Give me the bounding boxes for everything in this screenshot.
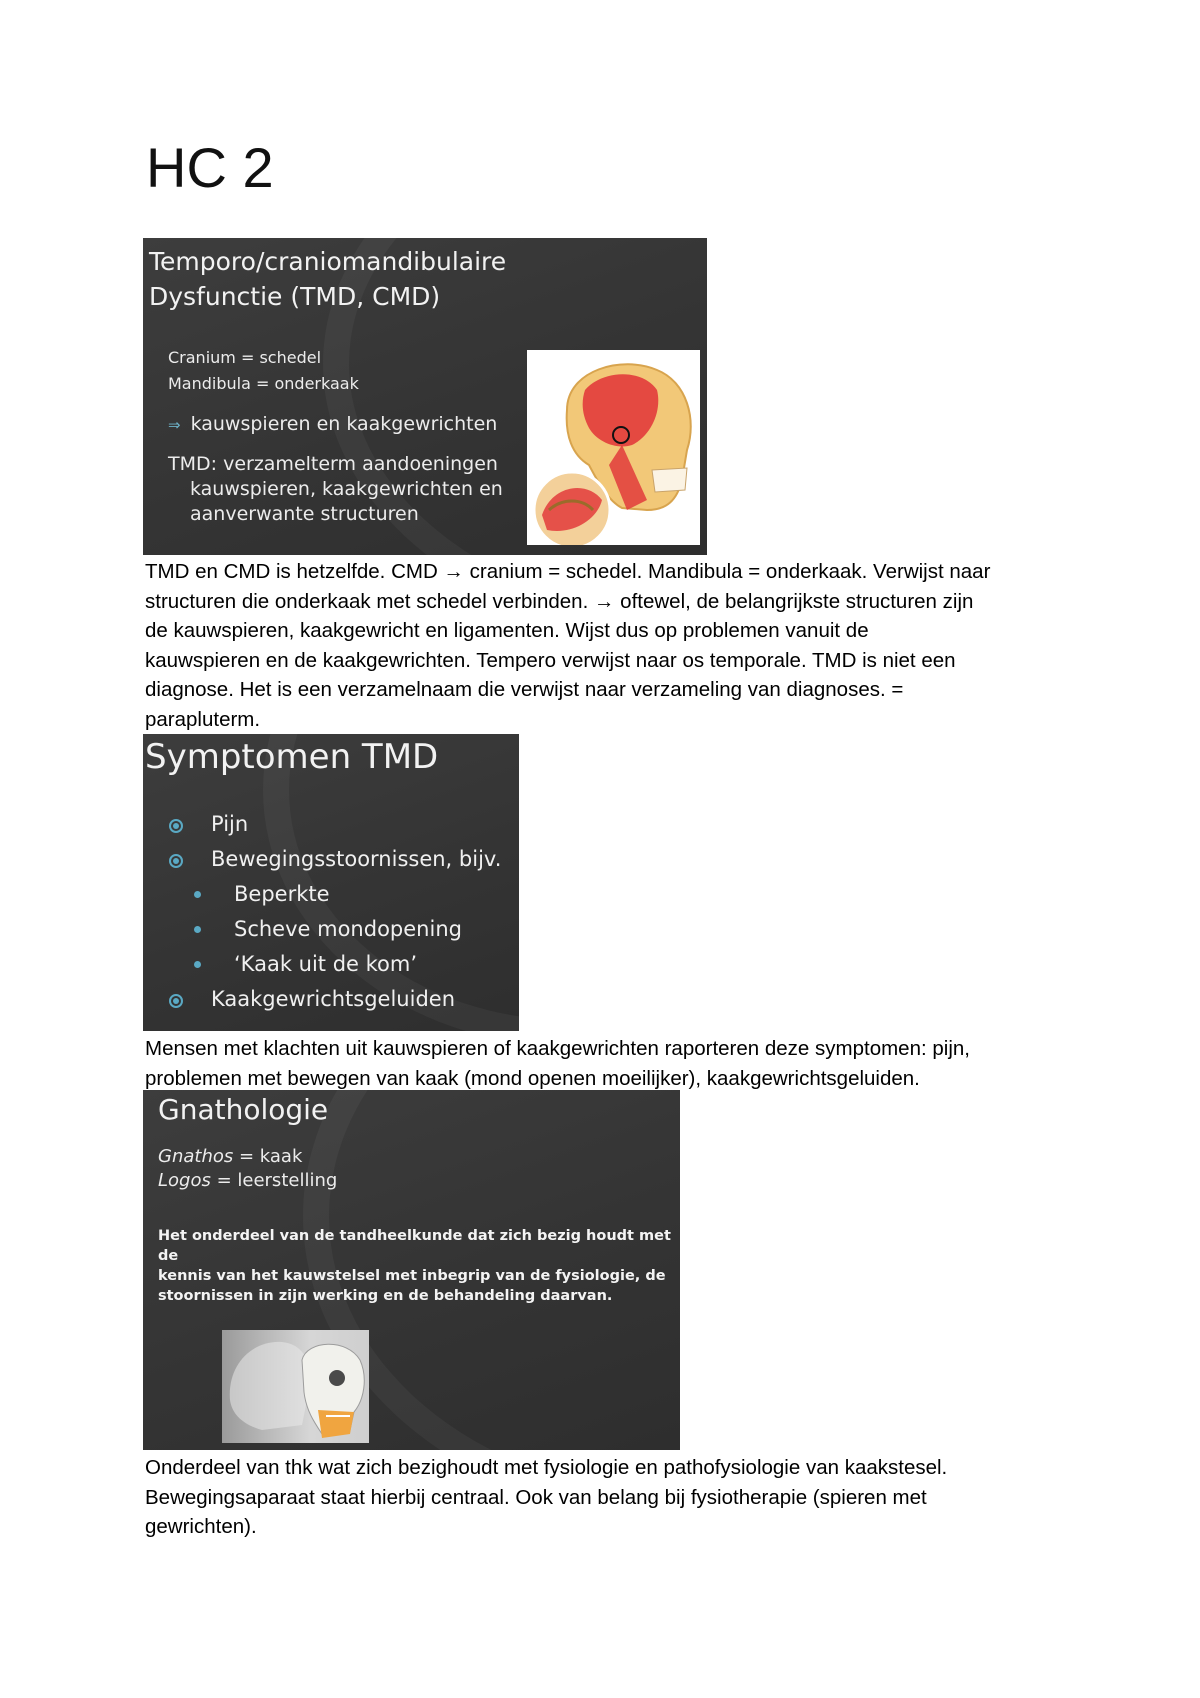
bullet-icon — [169, 854, 183, 868]
slide-title: Gnathologie — [158, 1093, 329, 1126]
arrow-point-text: kauwspieren en kaakgewrichten — [190, 413, 498, 435]
paragraph-gnathologie — [145, 1453, 1065, 1542]
term-meaning: = kaak — [233, 1146, 303, 1167]
symptom-text: Kaakgewrichtsgeluiden — [211, 987, 456, 1011]
symptom-text: Scheve mondopening — [234, 917, 462, 941]
symptom-text: Pijn — [211, 812, 249, 836]
paragraph-line: Onderdeel van thk wat zich bezighoudt met fysiologie en pathofysiologie van kaakstesel. — [145, 1456, 948, 1479]
definition-mandibula: Mandibula = onderkaak — [168, 374, 359, 393]
sub-bullet-icon — [194, 891, 201, 898]
term-gnathos — [158, 1146, 302, 1167]
definition-cranium: Cranium = schedel — [168, 348, 322, 367]
term-meaning: = leerstelling — [210, 1170, 338, 1191]
page-title: HC 2 — [146, 136, 274, 199]
sub-bullet-icon — [194, 961, 201, 968]
paragraph-line: gewrichten). — [145, 1515, 257, 1538]
paragraph-line: Mensen met klachten uit kauwspieren of kaakgewrichten raporteren deze symptomen: pijn, — [145, 1037, 970, 1060]
gnathologie-definition — [158, 1226, 673, 1306]
sub-bullet-icon — [194, 926, 201, 933]
tmd-definition-line: TMD: verzamelterm aandoeningen — [168, 453, 498, 475]
symptom-text: Bewegingsstoornissen, bijv. — [211, 847, 502, 871]
skull-muscle-illustration — [527, 350, 700, 545]
slide-gnathologie — [143, 1090, 680, 1450]
slide-title — [149, 244, 506, 314]
xray-skull-icon — [222, 1330, 369, 1443]
paragraph-symptoms — [145, 1034, 1065, 1093]
symptom-text: ‘Kaak uit de kom’ — [234, 952, 418, 976]
paragraph-tmd-explanation — [145, 557, 1065, 734]
slide-title-line: Dysfunctie (TMD, CMD) — [149, 282, 441, 311]
definition-line: kennis van het kauwstelsel met inbegrip van de fysiologie, de — [158, 1268, 666, 1284]
paragraph-line: structuren die onderkaak met schedel verbinden. → oftewel, de belangrijkste structuren zijn — [145, 589, 974, 613]
slide-title-line: Temporo/craniomandibulaire — [149, 247, 507, 276]
paragraph-line: parapluterm. — [145, 707, 261, 731]
arrow-point — [168, 412, 497, 438]
slide-symptoms — [143, 734, 519, 1031]
tmd-definition-line: kauwspieren, kaakgewrichten en — [190, 478, 503, 500]
definition-line: Het onderdeel van de tandheelkunde dat zich bezig houdt met de — [158, 1228, 671, 1264]
definition-line: stoornissen in zijn werking en de behandeling daarvan. — [158, 1288, 613, 1304]
skull-jaw-icon — [527, 350, 700, 545]
paragraph-line: diagnose. Het is een verzamelnaam die verwijst naar verzameling van diagnoses. = — [145, 678, 904, 701]
symptom-text: Beperkte — [234, 882, 330, 906]
paragraph-line: de kauwspieren, kaakgewricht en ligamenten. Wijst dus op problemen vanuit de — [145, 619, 869, 642]
skull-xray-illustration — [222, 1330, 369, 1443]
bullet-icon — [169, 819, 183, 833]
slide-title: Symptomen TMD — [145, 737, 439, 777]
tmd-definition-line: aanverwante structuren — [190, 503, 419, 525]
slide-tmd-definition — [143, 238, 707, 555]
term-logos — [158, 1170, 337, 1191]
term-word: Logos — [158, 1170, 211, 1191]
bullet-icon — [169, 994, 183, 1008]
term-word: Gnathos — [158, 1146, 234, 1167]
paragraph-line: Bewegingsaparaat staat hierbij centraal. Ook van belang bij fysiotherapie (spieren met — [145, 1485, 927, 1509]
double-arrow-icon: ⇒ — [168, 416, 181, 434]
paragraph-line: TMD en CMD is hetzelfde. CMD → cranium = schedel. Mandibula = onderkaak. Verwijst naar — [145, 560, 991, 583]
paragraph-line: problemen met bewegen van kaak (mond openen moeilijker), kaakgewrichtsgeluiden. — [145, 1066, 920, 1090]
paragraph-line: kauwspieren en de kaakgewrichten. Tempero verwijst naar os temporale. TMD is niet een — [145, 648, 956, 672]
